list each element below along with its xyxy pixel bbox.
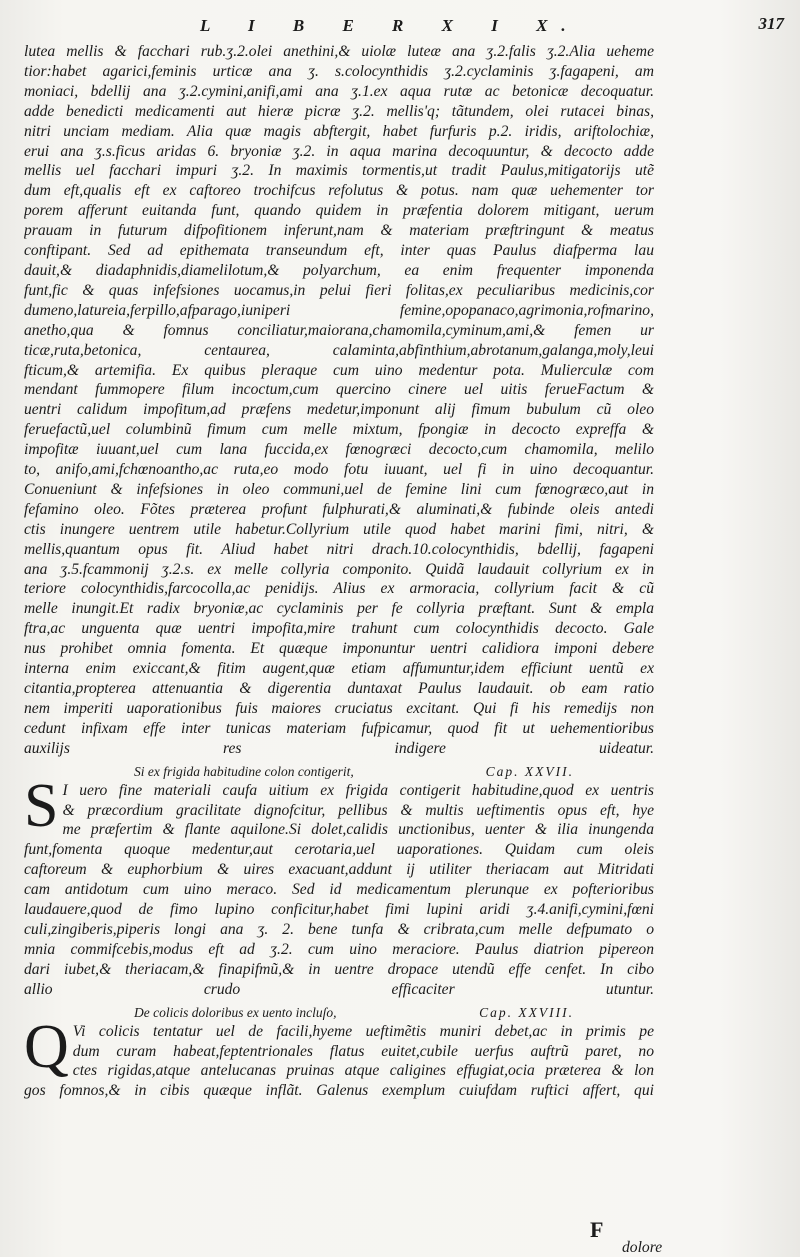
text-line: nitri unciam mediam. Alia quæ magis abftergit, habet furfuris p.2. iridis, ariftolochiæ,: [24, 122, 654, 140]
text-line: feruefactũ,uel columbinũ fimum cum melle mixtum, fpongiæ in decocto expreffa &: [24, 421, 654, 439]
signature-mark: F: [590, 1217, 604, 1242]
text-line: erui ana ʒ.s.ficus aridas 6. bryoniæ ʒ.2. in aqua marina decoquuntur, & decocto adde: [24, 142, 654, 160]
text-line: lutea mellis & facchari rub.ʒ.2.olei anethini,& uiolæ luteæ ana ʒ.2.falis ʒ.2.Alia ueheme: [24, 43, 654, 60]
text-line: ana ʒ.5.fcammonij ʒ.2.s. ex melle collyria componito. Quidã laudauit collyrium ex in: [24, 560, 654, 578]
text-line: citantia,propterea attenuantia & digerentia duntaxat Paulus laudauit. ob eam ratio: [24, 680, 654, 697]
chapter-27-title: Si ex frigida habitudine colon contigerit,: [134, 763, 354, 779]
text-line: dari iubet,& theriacam,& finapifmũ,& in uentre dropace utendũ effe cenfet. In cibo: [24, 960, 654, 978]
text-line: conftipant. Sed ad epithemata transeundum eft, inter quas Paulus diafperma lau: [24, 242, 654, 260]
page-header: [0, 8, 800, 44]
chapter-28-title: De colicis doloribus ex uento incluſo,: [134, 1004, 337, 1020]
main-text-block: [24, 42, 654, 1101]
catchword: dolore: [622, 1239, 663, 1256]
text-line: dum curam habeat,feptentrionales flatus euitet,cubile uerfus auftrũ paret, no: [72, 1042, 654, 1060]
chapter-28-heading: [24, 1000, 654, 1022]
text-line: mellis uel facchari impuri ʒ.2. In maximis tormentis,ut tradit Paulus,mitigatorijs utẽ: [24, 162, 654, 180]
text-line: Vi colicis tentatur uel de facili,hyeme ueftimẽtis muniri debet,ac in primis pe: [72, 1022, 654, 1040]
text-line: ticæ,ruta,betonica, centaurea, calaminta,abfinthium,abrotanum,galanga,moly,leui: [24, 341, 654, 359]
running-head: L I B E R X I X.: [200, 16, 580, 35]
text-line: impofitæ iuuant,uel cum lana fuccida,ex fœnogræci decocto,cum chamomila, melilo: [24, 441, 654, 459]
text-line: teriore colocynthidis,farcocolla,ac penidijs. Alius ex armoracia, collyrium facit & cũ: [24, 580, 654, 598]
text-line: I uero fine materiali caufa uitium ex frigida contigerit habitudine,quod ex uentris: [62, 781, 654, 799]
chapter-27-number: Cap. XXVII.: [485, 763, 574, 779]
text-line: to, anifo,ami,fchœnoantho,ac ruta,eo modo fotu iuuant, uel fi in uino decoquantur.: [24, 461, 654, 479]
chapter-27-heading: [24, 759, 654, 781]
text-line: fefamino oleo. Fõtes præterea profunt fulphurati,& aluminati,& fubinde oleis antedi: [24, 500, 654, 518]
text-line: melle inungit.Et radix bryoniæ,ac cyclaminis per fe collyria præftant. Sunt & empla: [24, 600, 654, 618]
text-line: nus prohibet omnia fomenta. Et quæque imponuntur uentri calidiora imponi debere: [24, 640, 654, 658]
page-number: 317: [758, 14, 784, 33]
text-line: mnia commifcebis,modus eft ad ʒ.2. cum uino meraciore. Paulus diatrion pipereon: [24, 940, 654, 958]
text-line: prauam in futurum difpofitionem inferunt,nam & materiam præftringunt & meatus: [24, 222, 654, 240]
text-line: uentri calidum impofitum,ad præfens medetur,imponunt alij fimum bubulum cũ oleo: [24, 401, 654, 419]
chapter-28-number: Cap. XXVIII.: [479, 1004, 574, 1020]
text-line: anetho,qua & fomnus conciliatur,maiorana,chamomila,cyminum,ami,& femen ur: [24, 321, 654, 339]
text-line: caftoreum & euphorbium & uires exacuant,addunt ij utiliter theriacam aut Mitridati: [24, 861, 654, 879]
text-line: tior:habet agarici,feminis urticæ ana ʒ. s.colocynthidis ʒ.2.cyclaminis ʒ.fagapeni, am: [24, 62, 654, 80]
text-line: dauit,& diadaphnidis,diamelilotum,& polyarchum, ea enim frequenter imponenda: [24, 261, 654, 279]
text-line: mellis,quantum opus fit. Aliud habet nitri drach.10.colocynthidis, bdellij, fagapeni: [24, 540, 654, 558]
text-line: laudauere,quod de fimo lupino conficitur,habet fimi lupini aridi ʒ.4.anifi,cymini,fœni: [24, 901, 654, 919]
text-line: porem afferunt euitanda funt, quando quidem in præfentia dolorem mitigant, uerum: [24, 202, 654, 220]
text-line: dumeno,latureia,ferpillo,afparago,iuniperi femine,opopanaco,agrimonia,rofmarino,: [24, 301, 654, 319]
text-line: ftra,ac unguenta quæ uentri impofita,mire trahunt cum colocynthidis decocto. Gale: [24, 620, 654, 638]
drop-cap-s: S: [24, 771, 59, 840]
text-line: moniaci, bdellij ana ʒ.2.cymini,anifi,ami ana ʒ.1.ex aqua rutæ ac betonicæ decoquatur.: [24, 82, 654, 100]
chapter-26-text: [24, 42, 654, 759]
text-line: dum eft,qualis eft ex caftoreo trochifcus refolutus & potus. nam quæ uehementer tor: [24, 182, 654, 200]
text-line: & præcordium gracilitate dignofcitur, pellibus & multis ueftimentis opus eft, hye: [62, 801, 654, 819]
text-line: interna enim exiccant,& fitim augent,quæ etiam affumuntur,idem efficiunt uentũ ex: [24, 660, 654, 678]
text-line: allio crudo efficaciter utuntur.: [24, 980, 654, 998]
text-line: me præfertim & flante aquilone.Si dolet,calidis unctionibus, uenter & ilia inungenda: [62, 821, 654, 839]
text-line: funt,fomenta quoque medentur,aut cerotaria,uel uaporationes. Quidam cum oleis: [24, 841, 654, 859]
text-line: adde benedicti medicamenti aut hieræ picræ ʒ.2. mellis'q; tãtundem, olei rutacei binas,: [24, 102, 654, 120]
text-line: auxilijs res indigere uideatur.: [24, 739, 654, 757]
text-line: gos fomnos,& in cibis quæque inflãt. Galenus exemplum cuiufdam ruftici affert, qui: [24, 1082, 654, 1100]
text-line: cedunt infixam effe inter tunicas materiam fufpicamur, quod fit ut uehementioribus: [24, 719, 654, 737]
text-line: mendant fummopere filum incoctum,cum quercino cinere uel uitis ferueFactum &: [24, 381, 654, 399]
text-line: ctis inungere uentrem utile habetur.Collyrium utile quod habet marini fimi, nitri, &: [24, 520, 654, 538]
text-line: ctes rigidas,atque antelucanas pruinas atque caligines effugiat,ocia præterea & lon: [72, 1062, 654, 1080]
text-line: cam antidotum cum uino meraco. Sed id medicamentum plerunque ex pofterioribus: [24, 881, 654, 899]
drop-cap-q: Q: [24, 1012, 69, 1081]
text-line: funt,fic & quas infefsiones uocamus,in pelui fieri folitas,ex peculiaribus medicinis,cor: [24, 281, 654, 299]
text-line: culi,zingiberis,piperis longi ana ʒ. 2. bene tunfa & cribrata,cum melle defpumato o: [24, 920, 654, 938]
text-line: nem imperiti uaporationibus fuis maiores cruciatus excitant. Qui fi his remedijs non: [24, 699, 654, 717]
text-line: fticum,& artemifia. Ex quibus pleraque cum uino medentur pota. Mulierculæ com: [24, 361, 654, 379]
text-line: Conueniunt & infefsiones in oleo communi,uel de femine lini cum fœnogræco,aut in: [24, 480, 654, 498]
